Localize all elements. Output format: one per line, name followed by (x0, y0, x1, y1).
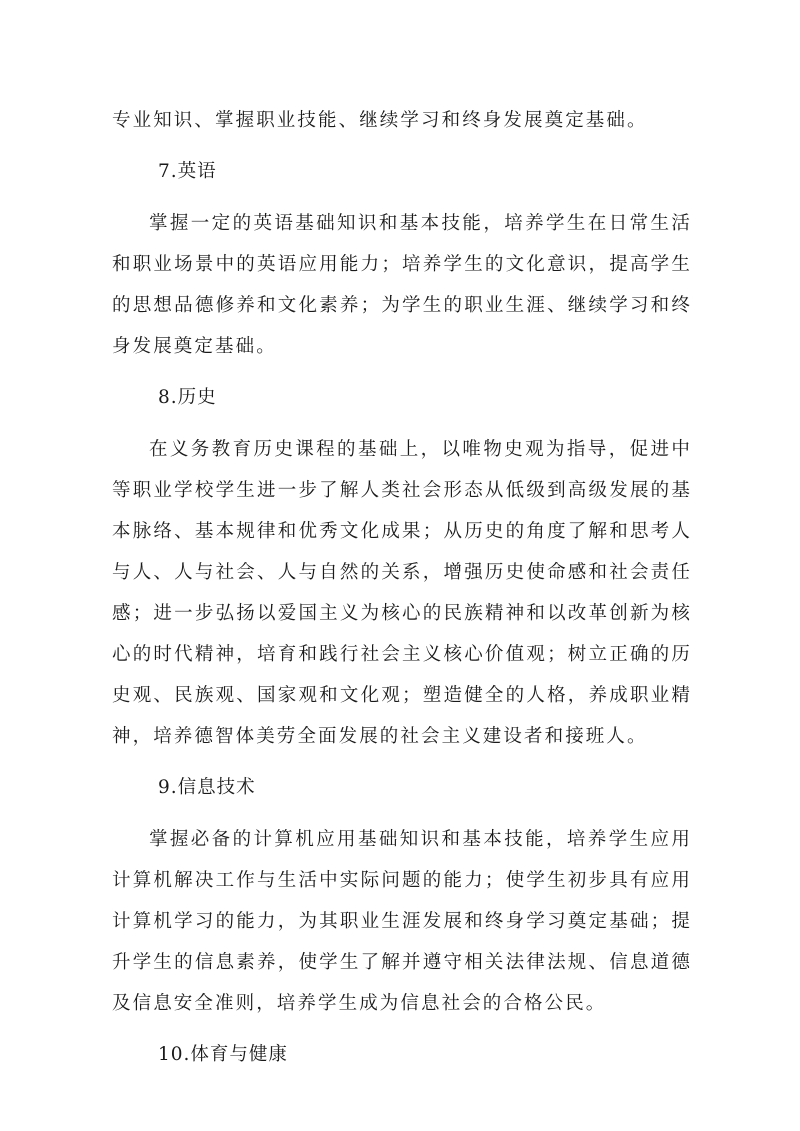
section-heading-english: 7.英语 (158, 161, 217, 182)
paragraph-english: 掌握一定的英语基础知识和基本技能，培养学生在日常生活和职业场景中的英语应用能力；培养学生的文化意识，提高学生的思想品德修养和文化素养；为学生的职业生涯、继续学习和终身发展奠定基础。 (112, 213, 692, 357)
section-heading-history: 8.历史 (158, 387, 217, 408)
paragraph-history: 在义务教育历史课程的基础上，以唯物史观为指导，促进中等职业学校学生进一步了解人类社会形态从低级到高级发展的基本脉络、基本规律和优秀文化成果；从历史的角度了解和思考人与人、人与社会、人与自然的关系，增强历史使命感和社会责任感；进一步弘扬以爱国主义为核心的民族精神和以改革创新为核心的时代精神，培育和践行社会主义核心价值观；树立正确的历史观、民族观、国家观和文化观；塑造健全的人格，养成职业精神，培养德智体美劳全面发展的社会主义建设者和接班人。 (112, 439, 692, 747)
section-heading-pe-health: 10.体育与健康 (158, 1044, 288, 1065)
document-body (112, 100, 692, 1086)
section-heading-information-technology: 9.信息技术 (158, 777, 256, 798)
paragraph-continuation: 专业知识、掌握职业技能、继续学习和终身发展奠定基础。 (112, 110, 648, 131)
paragraph-information-technology: 掌握必备的计算机应用基础知识和基本技能，培养学生应用计算机解决工作与生活中实际问题的能力；使学生初步具有应用计算机学习的能力，为其职业生涯发展和终身学习奠定基础；提升学生的信息素养，使学生了解并遵守相关法律法规、信息道德及信息安全准则，培养学生成为信息社会的合格公民。 (112, 829, 692, 1014)
